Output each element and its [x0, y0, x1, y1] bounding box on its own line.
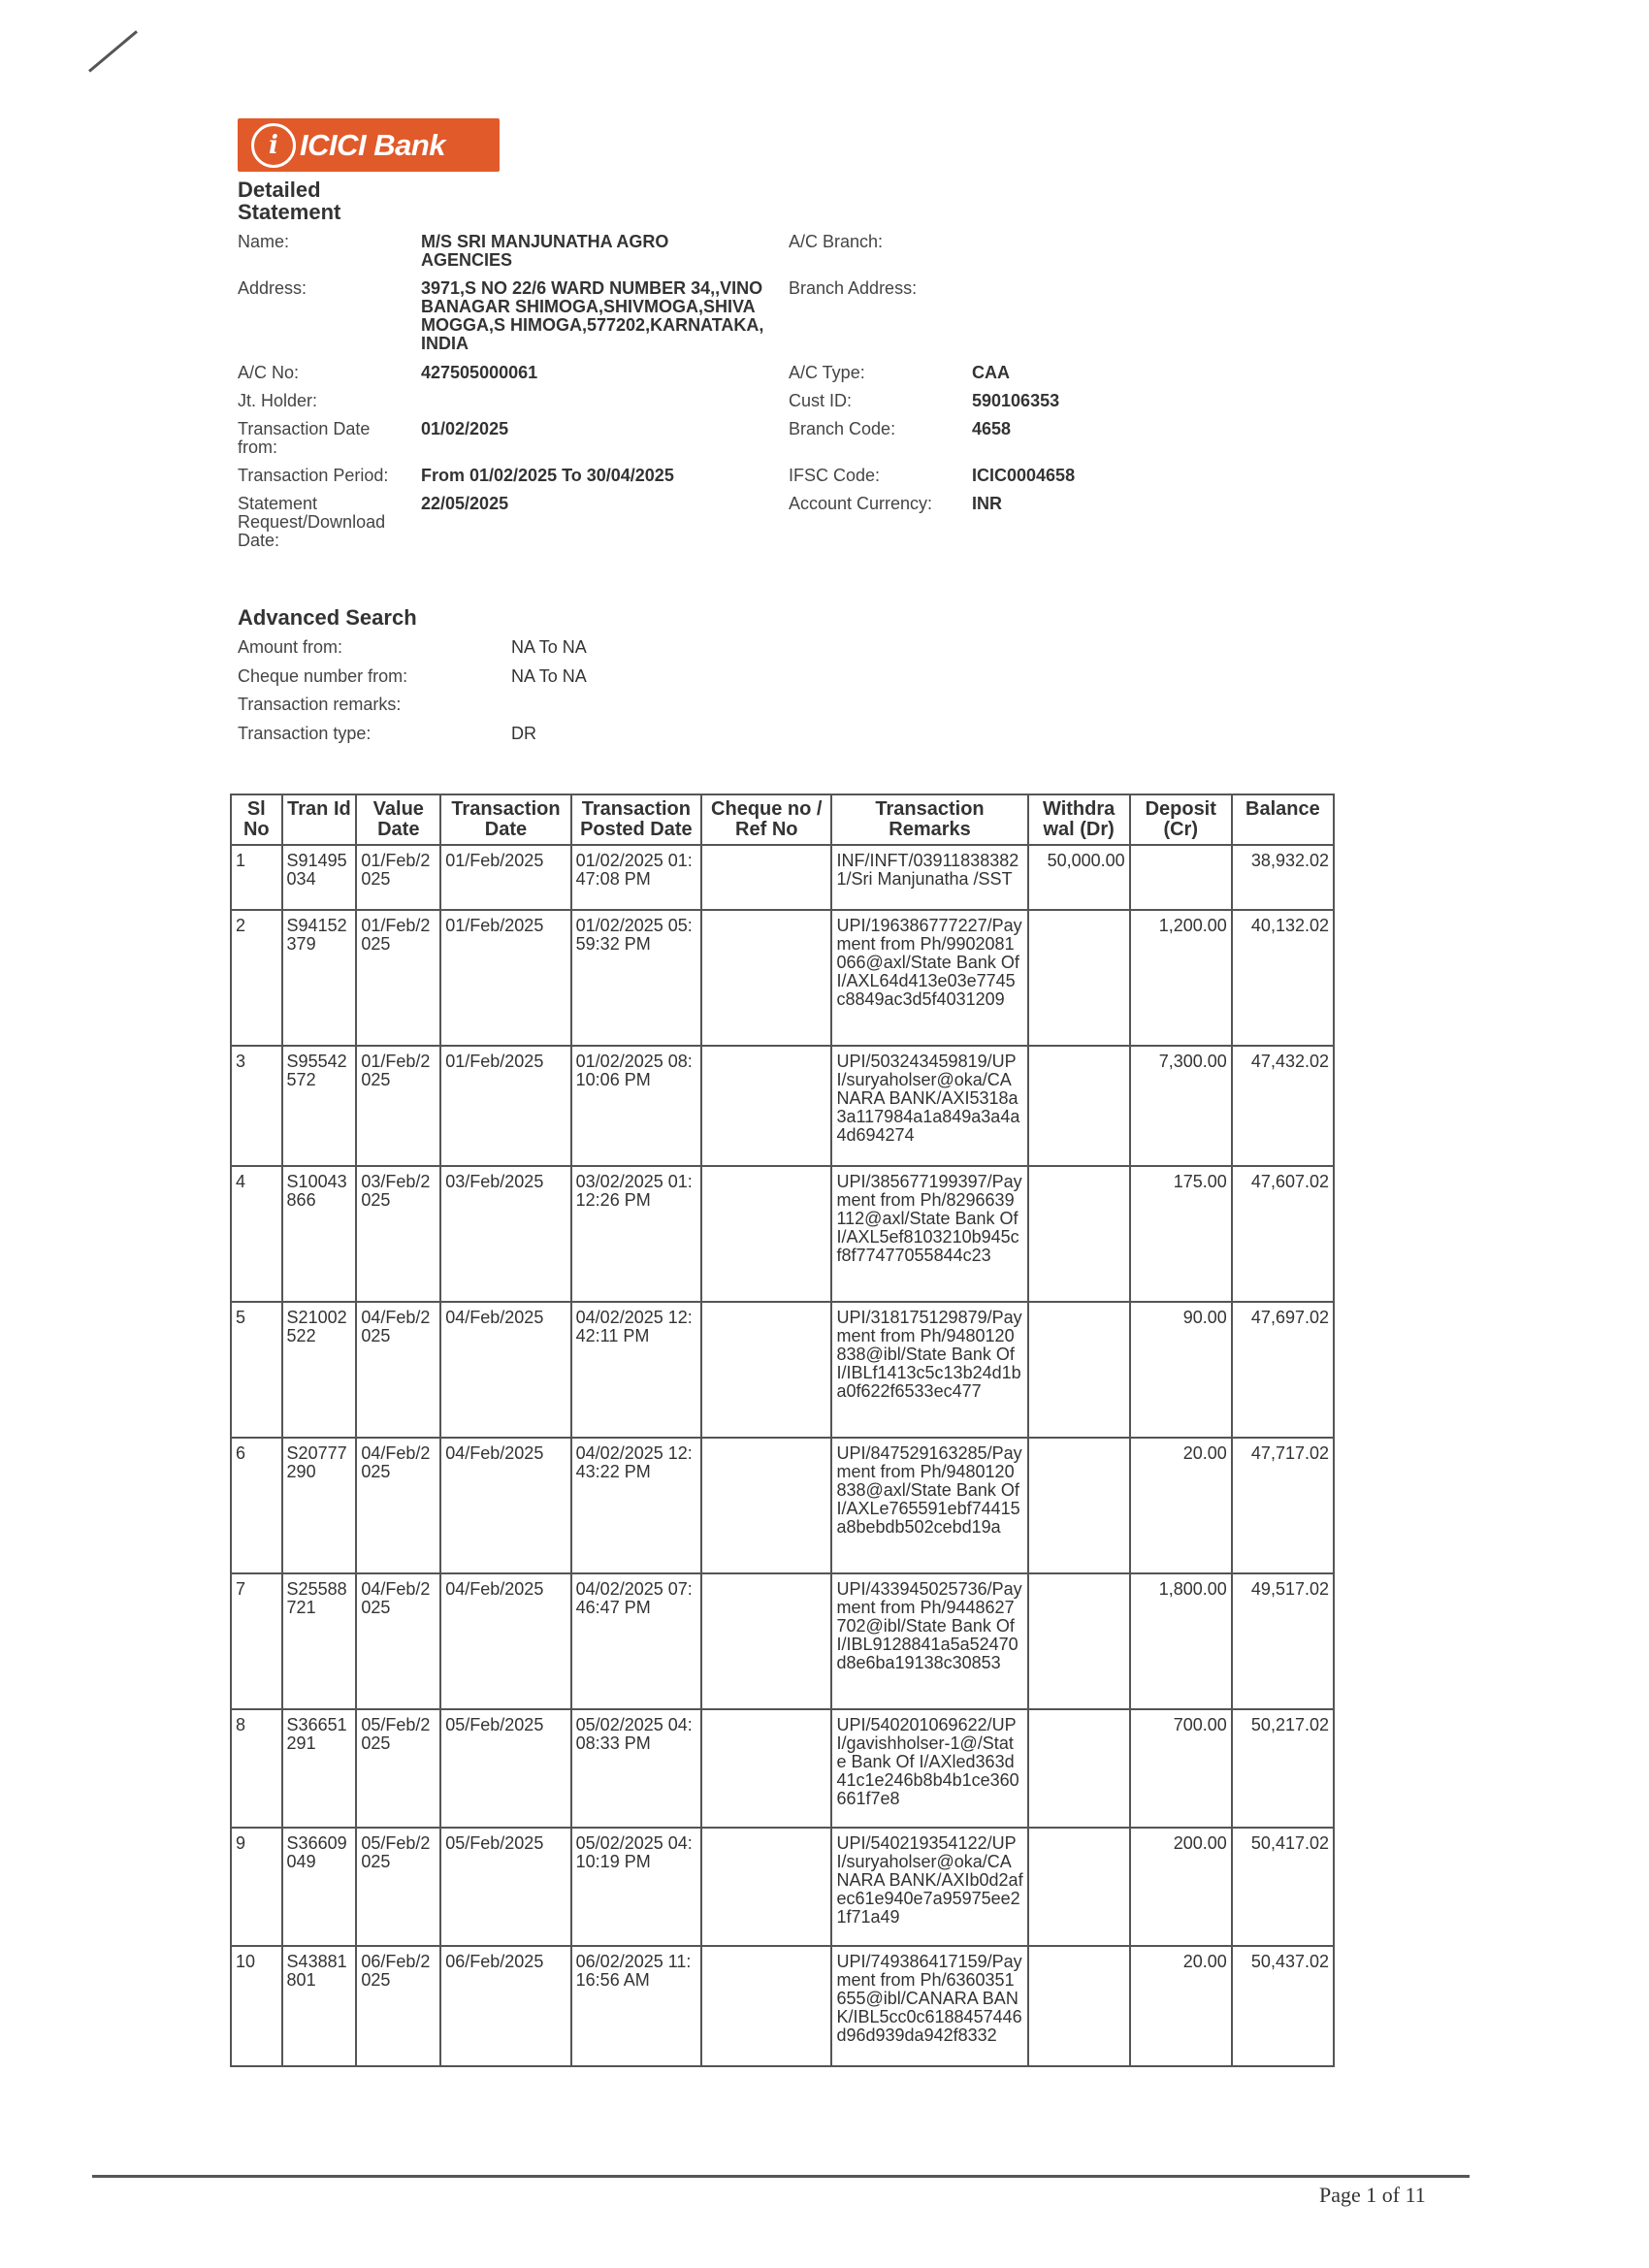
- cell-transaction-date: 04/Feb/2025: [440, 1573, 570, 1709]
- cell-cheque-ref: [701, 1302, 831, 1438]
- cell-remarks: UPI/318175129879/Payment from Ph/9480120838@ibl/State Bank Of I/IBLf1413c5c13b24d1ba0f622f6533ec477: [831, 1302, 1027, 1438]
- col-posted-date: Transaction Posted Date: [571, 794, 701, 845]
- cell-sl-no: 8: [231, 1709, 282, 1828]
- cheque-value: NA To NA: [511, 666, 587, 686]
- cell-balance: 49,517.02: [1232, 1573, 1334, 1709]
- txn-date-from-value: 01/02/2025: [421, 419, 509, 438]
- cell-value-date: 05/Feb/2025: [356, 1828, 440, 1946]
- stmt-date-value: 22/05/2025: [421, 494, 509, 513]
- col-balance: Balance: [1232, 794, 1334, 845]
- cell-cheque-ref: [701, 845, 831, 910]
- type-label: Transaction type:: [238, 724, 372, 743]
- cell-posted-date: 05/02/2025 04:08:33 PM: [571, 1709, 701, 1828]
- col-cheque-ref: Cheque no / Ref No: [701, 794, 831, 845]
- txn-date-from-label: Transaction Date from:: [238, 419, 371, 457]
- cell-deposit: 1,800.00: [1130, 1573, 1232, 1709]
- cell-transaction-date: 04/Feb/2025: [440, 1302, 570, 1438]
- cell-posted-date: 06/02/2025 11:16:56 AM: [571, 1946, 701, 2066]
- cell-withdrawal: [1028, 1709, 1130, 1828]
- cell-cheque-ref: [701, 910, 831, 1046]
- cell-balance: 50,437.02: [1232, 1946, 1334, 2066]
- cell-value-date: 04/Feb/2025: [356, 1573, 440, 1709]
- cell-balance: 40,132.02: [1232, 910, 1334, 1046]
- cell-remarks: UPI/749386417159/Payment from Ph/6360351655@ibl/CANARA BANK/IBL5cc0c6188457446d96d939da942f8332: [831, 1946, 1027, 2066]
- cell-deposit: 700.00: [1130, 1709, 1232, 1828]
- cell-tran-id: S10043866: [282, 1166, 357, 1302]
- scan-pen-mark: [88, 30, 138, 72]
- col-deposit: Deposit (Cr): [1130, 794, 1232, 845]
- cell-remarks: INF/INFT/039118383821/Sri Manjunatha /SST: [831, 845, 1027, 910]
- ac-branch-label: A/C Branch:: [789, 232, 884, 251]
- cell-deposit: [1130, 845, 1232, 910]
- cell-remarks: UPI/196386777227/Payment from Ph/9902081066@axl/State Bank Of I/AXL64d413e03e7745c8849ac3d5f4031209: [831, 910, 1027, 1046]
- cell-posted-date: 05/02/2025 04:10:19 PM: [571, 1828, 701, 1946]
- cell-sl-no: 3: [231, 1046, 282, 1166]
- address-value: 3971,S NO 22/6 WARD NUMBER 34,,VINOBANAGAR SHIMOGA,SHIVMOGA,SHIVAMOGGA,S HIMOGA,577202,KARNATAKA,INDIA: [421, 278, 764, 353]
- footer-rule: [92, 2175, 1470, 2178]
- col-value-date: Value Date: [356, 794, 440, 845]
- table-row: [231, 1709, 1334, 1828]
- amount-value: NA To NA: [511, 637, 587, 657]
- name-label: Name:: [238, 232, 290, 251]
- table-row: [231, 1166, 1334, 1302]
- cell-remarks: UPI/540219354122/UPI/suryaholser@oka/CANARA BANK/AXIb0d2afec61e940e7a95975ee21f71a49: [831, 1828, 1027, 1946]
- cell-posted-date: 01/02/2025 01:47:08 PM: [571, 845, 701, 910]
- col-withdrawal: Withdra wal (Dr): [1028, 794, 1130, 845]
- branch-address-label: Branch Address:: [789, 278, 918, 298]
- col-tran-id: Tran Id: [282, 794, 357, 845]
- jt-holder-label: Jt. Holder:: [238, 391, 318, 410]
- cell-sl-no: 7: [231, 1573, 282, 1709]
- ifsc-value: ICIC0004658: [972, 466, 1076, 485]
- cell-transaction-date: 05/Feb/2025: [440, 1709, 570, 1828]
- cell-cheque-ref: [701, 1438, 831, 1573]
- cell-cheque-ref: [701, 1828, 831, 1946]
- cell-balance: 50,217.02: [1232, 1709, 1334, 1828]
- name-value: M/S SRI MANJUNATHA AGRO AGENCIES: [421, 232, 669, 270]
- stmt-date-label: Statement Request/Download Date:: [238, 494, 386, 550]
- cell-value-date: 03/Feb/2025: [356, 1166, 440, 1302]
- table-row: [231, 910, 1334, 1046]
- cell-deposit: 1,200.00: [1130, 910, 1232, 1046]
- cell-withdrawal: [1028, 1046, 1130, 1166]
- cell-tran-id: S21002522: [282, 1302, 357, 1438]
- cell-tran-id: S43881801: [282, 1946, 357, 2066]
- cell-transaction-date: 03/Feb/2025: [440, 1166, 570, 1302]
- cell-cheque-ref: [701, 1709, 831, 1828]
- cell-balance: 50,417.02: [1232, 1828, 1334, 1946]
- cell-value-date: 05/Feb/2025: [356, 1709, 440, 1828]
- table-row: [231, 1946, 1334, 2066]
- cell-balance: 38,932.02: [1232, 845, 1334, 910]
- advanced-search-title: Advanced Search: [238, 605, 417, 630]
- cell-remarks: UPI/503243459819/UPI/suryaholser@oka/CANARA BANK/AXI5318a3a117984a1a849a3a4a4d694274: [831, 1046, 1027, 1166]
- cell-tran-id: S20777290: [282, 1438, 357, 1573]
- remarks-label: Transaction remarks:: [238, 695, 402, 714]
- cell-tran-id: S25588721: [282, 1573, 357, 1709]
- transactions-table: [230, 794, 1335, 2067]
- cell-withdrawal: [1028, 1302, 1130, 1438]
- cell-remarks: UPI/847529163285/Payment from Ph/9480120838@axl/State Bank Of I/AXLe765591ebf74415a8bebdb502cebd19a: [831, 1438, 1027, 1573]
- cell-remarks: UPI/385677199397/Payment from Ph/8296639112@axl/State Bank Of I/AXL5ef8103210b945cf8f77477055844c23: [831, 1166, 1027, 1302]
- col-sl-no: Sl No: [231, 794, 282, 845]
- cell-value-date: 01/Feb/2025: [356, 910, 440, 1046]
- cell-sl-no: 10: [231, 1946, 282, 2066]
- ac-type-value: CAA: [972, 363, 1010, 382]
- currency-value: INR: [972, 494, 1002, 513]
- cell-cheque-ref: [701, 1946, 831, 2066]
- cell-transaction-date: 06/Feb/2025: [440, 1946, 570, 2066]
- type-value: DR: [511, 724, 536, 743]
- table-row: [231, 1438, 1334, 1573]
- cell-tran-id: S95542572: [282, 1046, 357, 1166]
- ac-type-label: A/C Type:: [789, 363, 865, 382]
- cell-posted-date: 01/02/2025 08:10:06 PM: [571, 1046, 701, 1166]
- col-remarks: Transaction Remarks: [831, 794, 1027, 845]
- table-row: [231, 1828, 1334, 1946]
- ac-no-value: 427505000061: [421, 363, 538, 382]
- cell-deposit: 20.00: [1130, 1946, 1232, 2066]
- cell-withdrawal: [1028, 1166, 1130, 1302]
- cell-balance: 47,717.02: [1232, 1438, 1334, 1573]
- cell-withdrawal: [1028, 1438, 1130, 1573]
- cell-deposit: 90.00: [1130, 1302, 1232, 1438]
- cell-tran-id: S36609049: [282, 1828, 357, 1946]
- cell-deposit: 200.00: [1130, 1828, 1232, 1946]
- col-transaction-date: Transaction Date: [440, 794, 570, 845]
- txn-period-label: Transaction Period:: [238, 466, 389, 485]
- cell-sl-no: 2: [231, 910, 282, 1046]
- cell-sl-no: 4: [231, 1166, 282, 1302]
- table-row: [231, 1573, 1334, 1709]
- cust-id-label: Cust ID:: [789, 391, 853, 410]
- cell-withdrawal: 50,000.00: [1028, 845, 1130, 910]
- cell-cheque-ref: [701, 1046, 831, 1166]
- table-row: [231, 845, 1334, 910]
- branch-code-value: 4658: [972, 419, 1012, 438]
- cell-sl-no: 6: [231, 1438, 282, 1573]
- cell-balance: 47,607.02: [1232, 1166, 1334, 1302]
- cell-value-date: 01/Feb/2025: [356, 1046, 440, 1166]
- cell-value-date: 04/Feb/2025: [356, 1302, 440, 1438]
- cell-withdrawal: [1028, 1573, 1130, 1709]
- table-header-row: [231, 794, 1334, 845]
- document-title: Detailed Statement: [238, 178, 341, 224]
- cell-transaction-date: 01/Feb/2025: [440, 845, 570, 910]
- currency-label: Account Currency:: [789, 494, 933, 513]
- cell-balance: 47,432.02: [1232, 1046, 1334, 1166]
- cell-withdrawal: [1028, 1946, 1130, 2066]
- ifsc-label: IFSC Code:: [789, 466, 881, 485]
- cell-cheque-ref: [701, 1166, 831, 1302]
- cell-transaction-date: 01/Feb/2025: [440, 910, 570, 1046]
- amount-label: Amount from:: [238, 637, 343, 657]
- cell-tran-id: S94152379: [282, 910, 357, 1046]
- cell-sl-no: 9: [231, 1828, 282, 1946]
- cell-tran-id: S91495034: [282, 845, 357, 910]
- logo-text: ICICI Bank: [300, 127, 446, 162]
- page-number: Page 1 of 11: [1319, 2183, 1426, 2207]
- cell-transaction-date: 04/Feb/2025: [440, 1438, 570, 1573]
- txn-period-value: From 01/02/2025 To 30/04/2025: [421, 466, 674, 485]
- cell-posted-date: 04/02/2025 07:46:47 PM: [571, 1573, 701, 1709]
- cell-posted-date: 03/02/2025 01:12:26 PM: [571, 1166, 701, 1302]
- cell-deposit: 7,300.00: [1130, 1046, 1232, 1166]
- table-row: [231, 1302, 1334, 1438]
- cell-remarks: UPI/540201069622/UPI/gavishholser-1@/State Bank Of I/AXled363d41c1e246b8b4b1ce360661f7e8: [831, 1709, 1027, 1828]
- cell-remarks: UPI/433945025736/Payment from Ph/9448627702@ibl/State Bank Of I/IBL9128841a5a52470d8e6ba19138c30853: [831, 1573, 1027, 1709]
- cheque-label: Cheque number from:: [238, 666, 408, 686]
- cell-cheque-ref: [701, 1573, 831, 1709]
- cell-sl-no: 5: [231, 1302, 282, 1438]
- table-row: [231, 1046, 1334, 1166]
- cell-transaction-date: 01/Feb/2025: [440, 1046, 570, 1166]
- ac-no-label: A/C No:: [238, 363, 300, 382]
- cell-withdrawal: [1028, 1828, 1130, 1946]
- branch-code-label: Branch Code:: [789, 419, 896, 438]
- cell-value-date: 06/Feb/2025: [356, 1946, 440, 2066]
- cust-id-value: 590106353: [972, 391, 1060, 410]
- cell-deposit: 175.00: [1130, 1166, 1232, 1302]
- cell-deposit: 20.00: [1130, 1438, 1232, 1573]
- cell-posted-date: 04/02/2025 12:42:11 PM: [571, 1302, 701, 1438]
- cell-tran-id: S36651291: [282, 1709, 357, 1828]
- cell-value-date: 01/Feb/2025: [356, 845, 440, 910]
- cell-posted-date: 04/02/2025 12:43:22 PM: [571, 1438, 701, 1573]
- cell-sl-no: 1: [231, 845, 282, 910]
- logo-i-glyph: i: [251, 123, 296, 168]
- cell-withdrawal: [1028, 910, 1130, 1046]
- bank-logo: [238, 118, 500, 172]
- cell-posted-date: 01/02/2025 05:59:32 PM: [571, 910, 701, 1046]
- cell-value-date: 04/Feb/2025: [356, 1438, 440, 1573]
- cell-balance: 47,697.02: [1232, 1302, 1334, 1438]
- address-label: Address:: [238, 278, 307, 298]
- cell-transaction-date: 05/Feb/2025: [440, 1828, 570, 1946]
